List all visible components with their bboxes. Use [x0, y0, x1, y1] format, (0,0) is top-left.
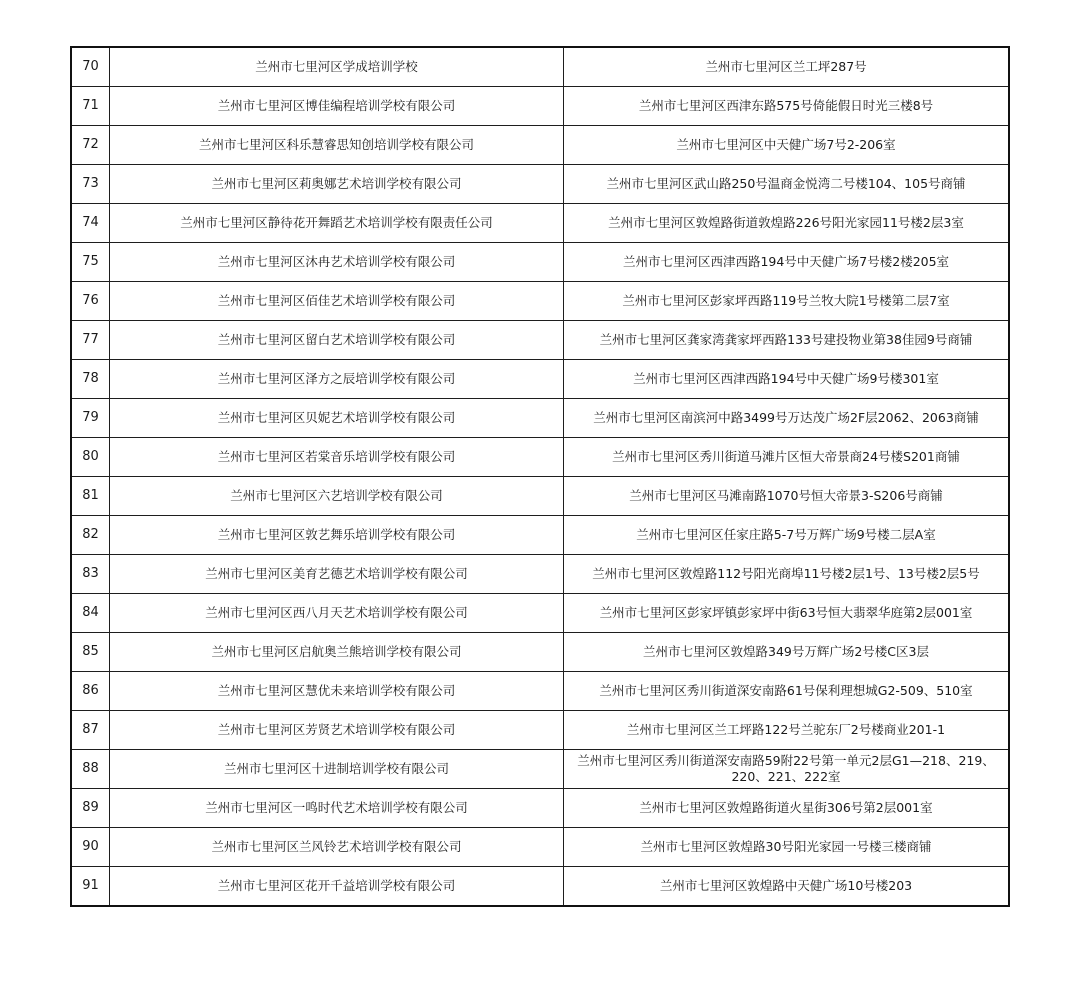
- school-name: 兰州市七里河区十进制培训学校有限公司: [110, 750, 564, 789]
- row-number: 79: [71, 399, 110, 438]
- row-number: 73: [71, 165, 110, 204]
- school-address: 兰州市七里河区彭家坪镇彭家坪中街63号恒大翡翠华庭第2层001室: [564, 594, 1010, 633]
- table-row: [71, 399, 1009, 438]
- row-number: 86: [71, 672, 110, 711]
- school-address: 兰州市七里河区秀川街道马滩片区恒大帝景商24号楼S201商铺: [564, 438, 1010, 477]
- table-row: [71, 243, 1009, 282]
- table-row: [71, 477, 1009, 516]
- row-number: 80: [71, 438, 110, 477]
- row-number: 74: [71, 204, 110, 243]
- table-row: [71, 321, 1009, 360]
- table-row: [71, 594, 1009, 633]
- school-name: 兰州市七里河区留白艺术培训学校有限公司: [110, 321, 564, 360]
- school-address: 兰州市七里河区中天健广场7号2-206室: [564, 126, 1010, 165]
- school-address: 兰州市七里河区南滨河中路3499号万达茂广场2F层2062、2063商铺: [564, 399, 1010, 438]
- table-row: [71, 165, 1009, 204]
- school-name: 兰州市七里河区敦艺舞乐培训学校有限公司: [110, 516, 564, 555]
- row-number: 89: [71, 789, 110, 828]
- table-row: [71, 438, 1009, 477]
- school-address: 兰州市七里河区敦煌路街道火星街306号第2层001室: [564, 789, 1010, 828]
- school-list-table-container: [70, 46, 1008, 907]
- school-address: 兰州市七里河区任家庄路5-7号万辉广场9号楼二层A室: [564, 516, 1010, 555]
- row-number: 87: [71, 711, 110, 750]
- row-number: 72: [71, 126, 110, 165]
- row-number: 83: [71, 555, 110, 594]
- school-name: 兰州市七里河区花开千益培训学校有限公司: [110, 867, 564, 907]
- school-name: 兰州市七里河区若棠音乐培训学校有限公司: [110, 438, 564, 477]
- table-row: [71, 282, 1009, 321]
- table-row: [71, 789, 1009, 828]
- row-number: 85: [71, 633, 110, 672]
- school-name: 兰州市七里河区博佳编程培训学校有限公司: [110, 87, 564, 126]
- school-address: 兰州市七里河区秀川街道深安南路59附22号第一单元2层G1—218、219、220、221、222室: [564, 750, 1010, 789]
- school-address: 兰州市七里河区敦煌路349号万辉广场2号楼C区3层: [564, 633, 1010, 672]
- school-address: 兰州市七里河区武山路250号温商金悦湾二号楼104、105号商铺: [564, 165, 1010, 204]
- row-number: 88: [71, 750, 110, 789]
- school-address: 兰州市七里河区西津西路194号中天健广场7号楼2楼205室: [564, 243, 1010, 282]
- school-address: 兰州市七里河区马滩南路1070号恒大帝景3-S206号商铺: [564, 477, 1010, 516]
- table-row: [71, 750, 1009, 789]
- school-address: 兰州市七里河区西津西路194号中天健广场9号楼301室: [564, 360, 1010, 399]
- school-name: 兰州市七里河区泽方之辰培训学校有限公司: [110, 360, 564, 399]
- school-name: 兰州市七里河区一鸣时代艺术培训学校有限公司: [110, 789, 564, 828]
- school-address: 兰州市七里河区兰工坪287号: [564, 47, 1010, 87]
- row-number: 84: [71, 594, 110, 633]
- school-name: 兰州市七里河区佰佳艺术培训学校有限公司: [110, 282, 564, 321]
- table-row: [71, 204, 1009, 243]
- school-name: 兰州市七里河区科乐慧睿思知创培训学校有限公司: [110, 126, 564, 165]
- school-address: 兰州市七里河区龚家湾龚家坪西路133号建投物业第38佳园9号商铺: [564, 321, 1010, 360]
- row-number: 82: [71, 516, 110, 555]
- school-name: 兰州市七里河区静待花开舞蹈艺术培训学校有限责任公司: [110, 204, 564, 243]
- school-name: 兰州市七里河区启航奥兰熊培训学校有限公司: [110, 633, 564, 672]
- row-number: 70: [71, 47, 110, 87]
- school-address: 兰州市七里河区彭家坪西路119号兰牧大院1号楼第二层7室: [564, 282, 1010, 321]
- school-address: 兰州市七里河区敦煌路112号阳光商埠11号楼2层1号、13号楼2层5号: [564, 555, 1010, 594]
- school-address: 兰州市七里河区秀川街道深安南路61号保利理想城G2-509、510室: [564, 672, 1010, 711]
- table-row: [71, 126, 1009, 165]
- row-number: 75: [71, 243, 110, 282]
- school-address: 兰州市七里河区西津东路575号倚能假日时光三楼8号: [564, 87, 1010, 126]
- table-body: [71, 47, 1009, 906]
- school-address: 兰州市七里河区兰工坪路122号兰驼东厂2号楼商业201-1: [564, 711, 1010, 750]
- school-address: 兰州市七里河区敦煌路30号阳光家园一号楼三楼商铺: [564, 828, 1010, 867]
- row-number: 91: [71, 867, 110, 907]
- row-number: 81: [71, 477, 110, 516]
- school-name: 兰州市七里河区贝妮艺术培训学校有限公司: [110, 399, 564, 438]
- school-name: 兰州市七里河区六艺培训学校有限公司: [110, 477, 564, 516]
- school-list-table: [70, 46, 1010, 907]
- table-row: [71, 828, 1009, 867]
- table-row: [71, 47, 1009, 87]
- school-address: 兰州市七里河区敦煌路中天健广场10号楼203: [564, 867, 1010, 907]
- row-number: 71: [71, 87, 110, 126]
- row-number: 90: [71, 828, 110, 867]
- table-row: [71, 867, 1009, 907]
- school-name: 兰州市七里河区莉奥娜艺术培训学校有限公司: [110, 165, 564, 204]
- table-row: [71, 87, 1009, 126]
- table-row: [71, 711, 1009, 750]
- row-number: 77: [71, 321, 110, 360]
- school-name: 兰州市七里河区沐冉艺术培训学校有限公司: [110, 243, 564, 282]
- school-name: 兰州市七里河区西八月天艺术培训学校有限公司: [110, 594, 564, 633]
- school-name: 兰州市七里河区美育艺德艺术培训学校有限公司: [110, 555, 564, 594]
- table-row: [71, 555, 1009, 594]
- school-name: 兰州市七里河区芳贤艺术培训学校有限公司: [110, 711, 564, 750]
- school-name: 兰州市七里河区学成培训学校: [110, 47, 564, 87]
- table-row: [71, 672, 1009, 711]
- table-row: [71, 360, 1009, 399]
- row-number: 78: [71, 360, 110, 399]
- school-address: 兰州市七里河区敦煌路街道敦煌路226号阳光家园11号楼2层3室: [564, 204, 1010, 243]
- school-name: 兰州市七里河区兰风铃艺术培训学校有限公司: [110, 828, 564, 867]
- school-name: 兰州市七里河区慧优未来培训学校有限公司: [110, 672, 564, 711]
- row-number: 76: [71, 282, 110, 321]
- table-row: [71, 516, 1009, 555]
- table-row: [71, 633, 1009, 672]
